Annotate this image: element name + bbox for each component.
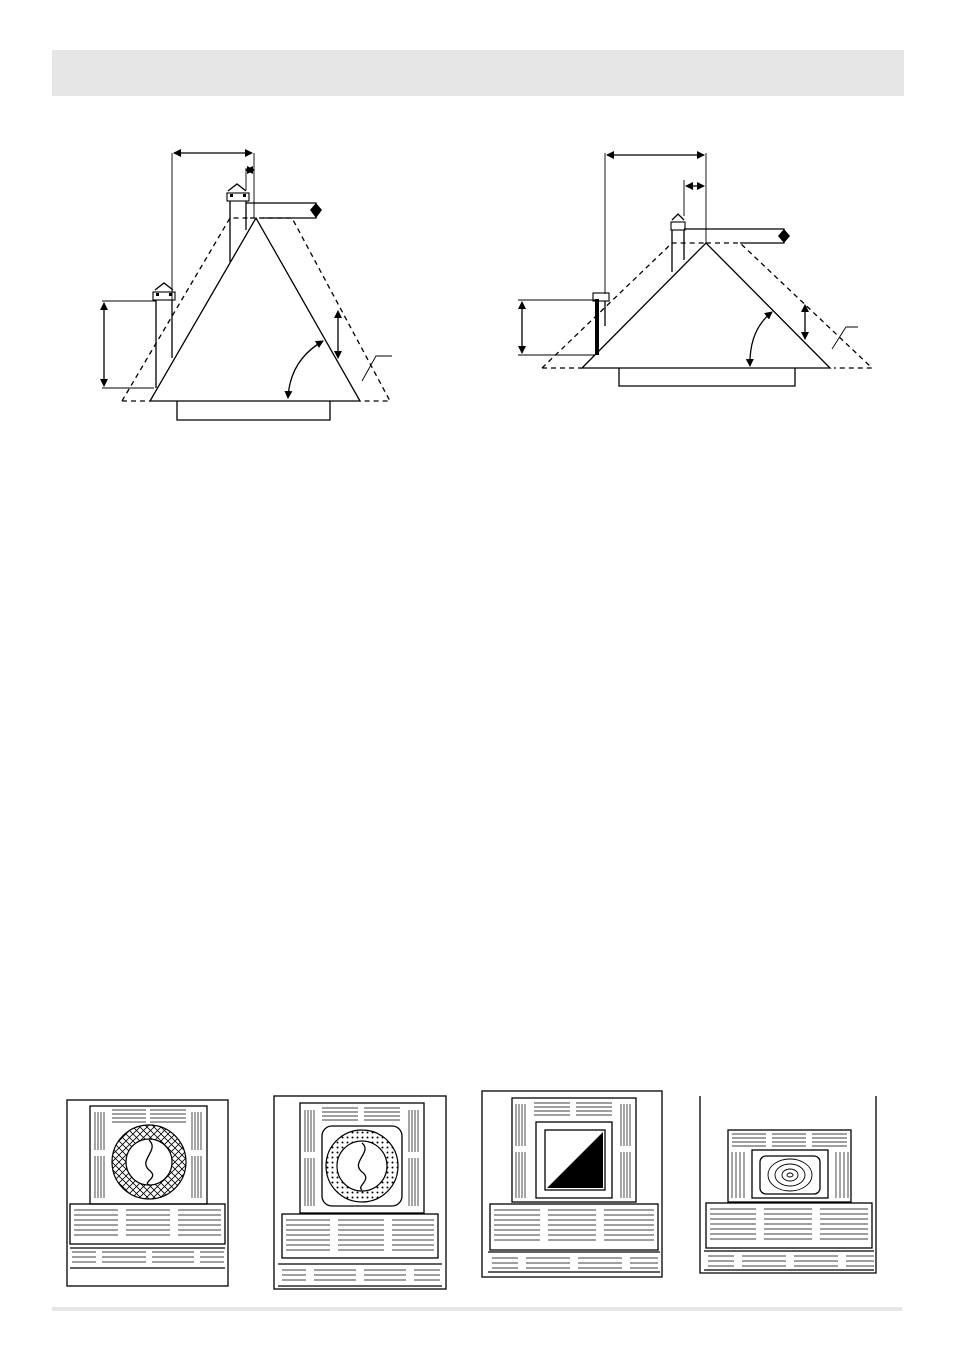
steep-roof-chimney-clearance-icon	[102, 153, 392, 420]
square-glass-fireplace-icon	[482, 1091, 662, 1277]
round-grille-fireplace-icon	[67, 1100, 228, 1286]
ornate-round-grille-fireplace-icon	[274, 1096, 446, 1289]
footer-rule	[52, 1307, 902, 1311]
log-insert-fireplace-icon	[700, 1096, 876, 1273]
shallow-roof-chimney-clearance-icon	[518, 153, 872, 386]
